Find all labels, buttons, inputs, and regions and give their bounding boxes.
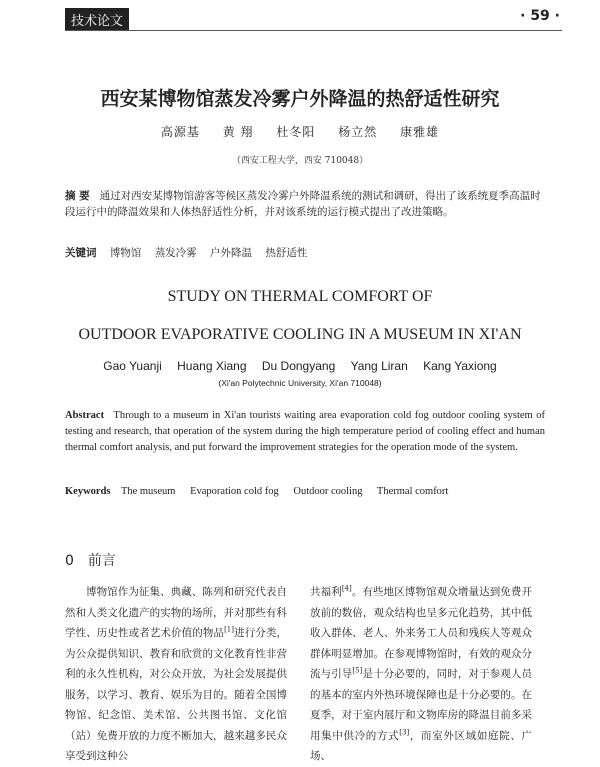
author-cn: 杜冬阳 [276,125,316,139]
keyword-en: Evaporation cold fog [190,486,279,497]
authors-en [0,359,600,373]
keywords-en [65,486,545,497]
keywords-cn-label: 关键词 [65,247,97,259]
keyword-en: Outdoor cooling [293,486,363,497]
title-en-line1: STUDY ON THERMAL COMFORT OF [167,288,433,305]
citation: [5] [352,666,363,675]
keyword-en: The museum [120,486,176,497]
abstract-en [65,408,545,456]
section-heading [65,550,116,570]
body-text: 博物馆作为征集、典藏、陈列和研究代表自然和人类文化遗产的实物的场所，并对那些有科学性、历史性或者艺术价值的物品 [65,586,287,639]
author-en: Yang Liran [350,359,408,373]
author-cn: 杨立然 [338,125,378,139]
body-column-right [310,582,532,767]
section-tag: 技术论文 [65,8,129,31]
section-title: 前言 [87,553,116,569]
affiliation-cn: （西安工程大学，西安 710048） [231,156,369,166]
page-number: · 59 · [520,8,560,24]
citation: [4] [341,584,352,593]
body-text: 是十分必要的，同时，对于参观人员的基本的室内外热环境保障也是十分必要的。在夏季，对于室内展厅和文物库房的降温目前多采用集中供冷的方式 [310,668,533,742]
author-en: Kang Yaxiong [423,359,497,373]
citation: [3] [399,728,410,736]
abstract-cn [65,188,545,220]
keyword-cn: 博物馆 [109,247,142,259]
abstract-cn-label: 摘 要 [65,190,90,202]
citation: [1] [224,625,234,634]
body-text: 。有些地区博物馆观众增量达到免费开放前的数倍，观众结构也呈多元化趋势，其中低收入群体、老人、外来务工人员和残疾人等观众群体明显增加。在参观博物馆时，有效的观众分流与引导 [310,586,533,680]
body-text: 共福利 [310,586,342,598]
keywords-cn [65,245,545,260]
abstract-en-label: Abstract [65,410,105,421]
keywords-en-label: Keywords [65,486,111,497]
header-rule [65,30,562,31]
affiliation-en: (Xi'an Polytechnic University, Xi'an 710048) [218,378,382,388]
author-en: Huang Xiang [177,359,247,373]
abstract-en-text: Through to a museum in Xi'an tourists waiting area evaporation cold fog outdoor cooling system of testing and research, that operation of the system during the high temperature period of cooling effect and human thermal comfort analysis, and put forward the improvement strategies for the operation mode of the system. [65,410,545,453]
author-cn: 高源基 [160,125,200,139]
authors-cn [0,123,600,140]
abstract-cn-text: 通过对西安某博物馆游客等候区蒸发冷雾户外降温系统的测试和调研，得出了该系统夏季高温时段运行中的降温效果和人体热舒适性分析，并对该系统的运行模式提出了改进策略。 [65,190,541,218]
author-cn: 康雅雄 [400,125,440,139]
title-cn: 西安某博物馆蒸发冷雾户外降温的热舒适性研究 [100,88,500,110]
keyword-cn: 蒸发冷雾 [154,247,197,259]
keyword-en: Thermal comfort [376,486,449,497]
keyword-cn: 户外降温 [210,247,253,259]
body-text: 进行分类，为公众提供知识、教育和欣赏的文化教育性非营利的永久性机构，对公众开放，为社会发展提供服务，以学习、教育、娱乐为目的。随着全国博物馆、纪念馆、美术馆、公共图书馆、文化馆（站）免费开放的力度不断加大，越来越多民众享受到这种公 [65,627,288,762]
author-en: Du Dongyang [261,359,336,373]
author-cn: 黄 翔 [222,125,254,139]
section-number: 0 [65,553,74,569]
keyword-cn: 热舒适性 [265,247,308,259]
body-text: ，而室外区域如庭院、广场、 [310,729,533,762]
body-column-left [65,582,287,767]
title-en-line2: OUTDOOR EVAPORATIVE COOLING IN A MUSEUM IN XI'AN [78,326,522,343]
author-en: Gao Yuanji [103,359,162,373]
